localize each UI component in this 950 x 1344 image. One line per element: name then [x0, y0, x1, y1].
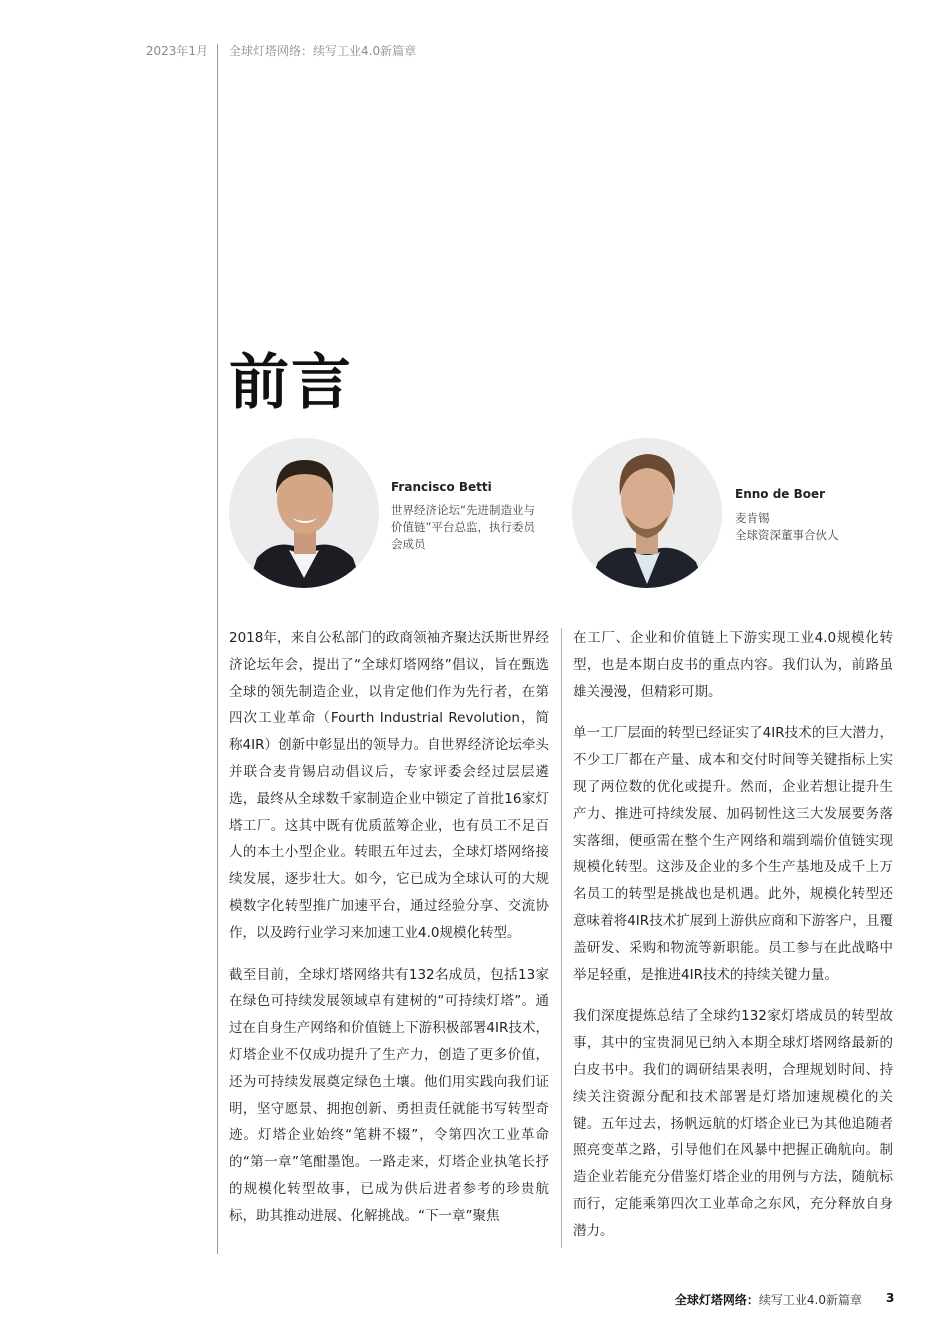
author-role-line-1: 麦肯锡: [735, 511, 770, 525]
footer-title-bold: 全球灯塔网络：: [674, 1293, 759, 1307]
paragraph: 2018年，来自公私部门的政商领袖齐聚达沃斯世界经济论坛年会，提出了“全球灯塔网络”倡议，旨在甄选全球的领先制造企业，以肯定他们作为先行者，在第四次工业革命（Fourth Industrial Revolution，简称4IR）创新中彰显出的领导力。自世界经济论坛牵头并联合麦肯锡启动倡议后，专家评委会经过层层遴选，最终从全球数千家制造企业中锁定了首批16家灯塔工厂。这其中既有优质蓝筹企业，也有员工不足百人的本土小型企业。转眼五年过去，全球灯塔网络接续发展，逐步壮大。如今，它已成为全球认可的大规模数字化转型推广加速平台，通过经验分享、交流协作，以及跨行业学习来加速工业4.0规模化转型。: [229, 630, 549, 941]
paragraph: 单一工厂层面的转型已经证实了4IR技术的巨大潜力，不少工厂都在产量、成本和交付时间等关键指标上实现了两位数的优化或提升。然而，企业若想让提升生产力、推进可持续发展、加码韧性这三大发展要务落实落细，便亟需在整个生产网络和端到端价值链实现规模化转型。这涉及企业的多个生产基地及成千上万名员工的转型是挑战也是机遇。此外，规模化转型还意味着将4IR技术扩展到上游供应商和下游客户，且覆盖研发、采购和物流等新职能。员工参与在此战略中举足轻重，是推进4IR技术的持续关键力量。: [573, 725, 893, 983]
body-column-right: [573, 625, 893, 1260]
portrait-photo-icon: [572, 438, 722, 588]
author-portrait: [572, 438, 722, 588]
author-portrait: [229, 438, 379, 588]
footer-title: [675, 1291, 862, 1308]
paragraph: 在工厂、企业和价值链上下游实现工业4.0规模化转型，也是本期白皮书的重点内容。我们认为，前路虽雄关漫漫，但精彩可期。: [573, 630, 893, 700]
body-column-left: [229, 625, 549, 1245]
paragraph: 截至目前，全球灯塔网络共有132名成员，包括13家在绿色可持续发展领域卓有建树的“可持续灯塔”。通过在自身生产网络和价值链上下游积极部署4IR技术，灯塔企业不仅成功提升了生产力，创造了更多价值，还为可持续发展奠定绿色土壤。他们用实践向我们证明，坚守愿景、拥抱创新、勇担责任就能书写转型奇迹。灯塔企业始终“笔耕不辍”，令第四次工业革命的“第一章”笔酣墨饱。一路走来，灯塔企业执笔长抒的规模化转型故事，已成为供后进者参考的珍贵航标，助其推动进展、化解挑战。“下一章”聚焦: [229, 966, 549, 1224]
page-title: 前言: [229, 348, 353, 418]
author-role: 世界经济论坛“先进制造业与价值链”平台总监，执行委员会成员: [391, 503, 535, 551]
author-name: Enno de Boer: [735, 487, 826, 501]
header-date: 2023年1月: [145, 44, 208, 58]
author-role-line-2: 全球资深董事合伙人: [735, 528, 839, 542]
column-divider: [561, 628, 562, 1248]
paragraph: 我们深度提炼总结了全球约132家灯塔成员的转型故事，其中的宝贵洞见已纳入本期全球灯塔网络最新的白皮书中。我们的调研结果表明，合理规划时间、持续关注资源分配和技术部署是灯塔加速规模化的关键。五年过去，扬帆远航的灯塔企业已为其他追随者照亮变革之路，引导他们在风暴中把握正确航向。制造企业若能充分借鉴灯塔企业的用例与方法，随航标而行，定能乘第四次工业革命之东风，充分释放自身潜力。: [573, 1008, 893, 1239]
author-name: Francisco Betti: [391, 480, 492, 494]
page-number: 3: [886, 1291, 895, 1305]
header-title: 全球灯塔网络：续写工业4.0新篇章: [229, 44, 417, 58]
footer-title-rest: 续写工业4.0新篇章: [758, 1293, 862, 1307]
portrait-photo-icon: [229, 438, 379, 588]
header-divider: [217, 44, 218, 1254]
